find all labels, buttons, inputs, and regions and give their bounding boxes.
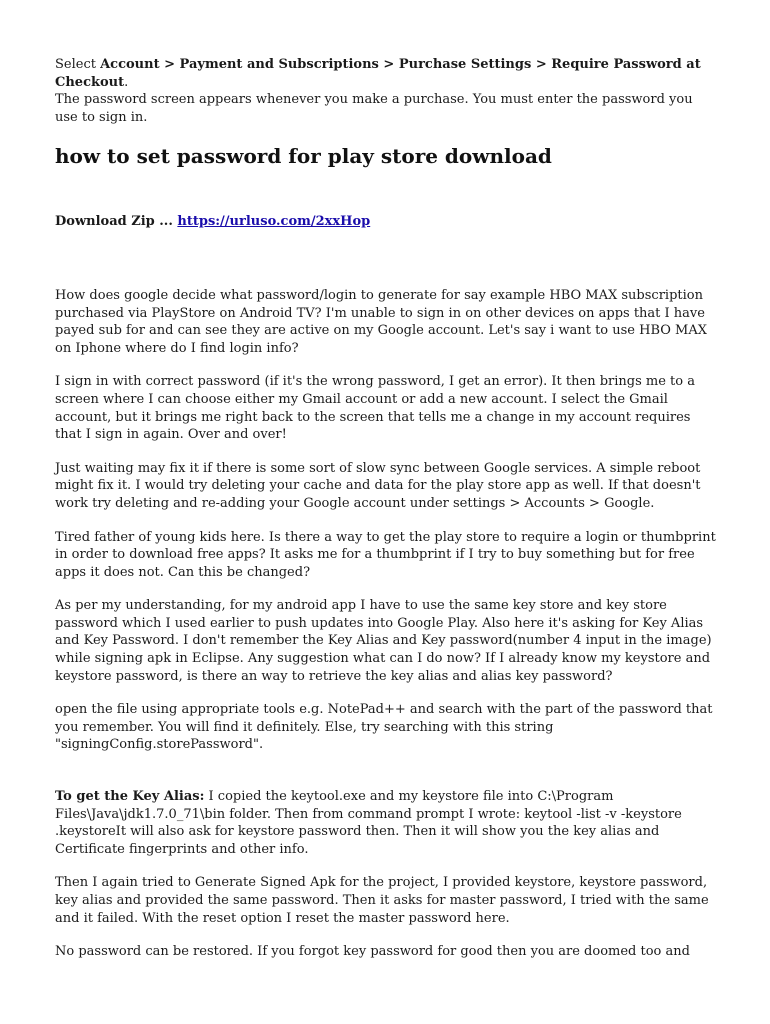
download-line [55,213,717,231]
key-alias-heading: To get the Key Alias: [55,789,205,805]
paragraph-key-store: As per my understanding, for my android app I have to use the same key store and key store password which I used earlier to push updates into Google Play. Also here it's asking for Key Alias and Key Password. I don't remember the Key Alias and Key password(number 4 input in the image) while signing apk in Eclipse. Any suggestion what can I do now? If I already know my keystore and keystore password, is there an way to retrieve the key alias and alias key password? [55,598,712,684]
path-payment: Payment and Subscriptions [179,57,379,72]
key-alias-text: I copied the keytool.exe and my keystore file into C:\Program Files\Java\jdk1.7.0_71\bin folder. Then from command prompt I wrote: keytool -list -v -keystore .keystoreIt will also ask for keystore password then. Then it will show you the key alias and Certificate fingerprints and other info. [55,789,682,857]
path-account: Account [100,57,160,72]
path-separator: > [159,57,180,72]
path-require-password: Require Password at Checkout [55,57,701,90]
paragraph-notepad-search: open the file using appropriate tools e.g. NotePad++ and search with the part of the password that you remember. You will find it definitely. Else, try searching with this string "signingConfig.storePassword". [55,702,713,753]
paragraph-sign-in-loop: I sign in with correct password (if it's the wrong password, I get an error). It then brings me to a screen where I can choose either my Gmail account or add a new account. I select the Gmail account, but it brings me right back to the screen that tells me a change in my account requires that I sign in again. Over and over! [55,374,695,443]
path-purchase: Purchase Settings [398,57,532,72]
page-title: how to set password for play store download [55,144,552,169]
download-link[interactable]: https://urluso.com/2xxHop [177,214,371,230]
paragraph-sync-fix: Just waiting may fix it if there is some sort of slow sync between Google services. A simple reboot might fix it. I would try deleting your cache and data for the play store app as well. If that doesn't work try deleting and re-adding your Google account under settings > Accounts > Google. [55,460,701,511]
path-separator: > [531,57,552,72]
spacer [55,231,717,287]
spacer [55,770,717,788]
intro-description: The password screen appears whenever you make a purchase. You must enter the password you use to sign in. [55,92,693,125]
intro-period: . [124,74,129,90]
paragraph-signed-apk: Then I again tried to Generate Signed Apk for the project, I provided keystore, keystore password, key alias and provided the same password. Then it asks for master password, I tried with the same and it failed. With the reset option I reset the master password here. [55,875,709,926]
document-page [55,56,717,977]
path-separator: > [378,57,399,72]
download-label: Download Zip ... [55,214,178,230]
paragraph-free-apps-login: Tired father of young kids here. Is there a way to get the play store to require a login or thumbprint in order to download free apps? It asks me for a thumbprint if I try to buy something but for free apps it does not. Can this be changed? [55,529,716,580]
intro-select-word: Select [55,57,101,72]
intro-instructions [55,56,717,91]
paragraph-no-restore: No password can be restored. If you forgot key password for good then you are doomed too and [55,944,690,960]
paragraph-hbo-max: How does google decide what password/login to generate for say example HBO MAX subscription purchased via PlayStore on Android TV? I'm unable to sign in on other devices on apps that I have payed sub for and can see they are active on my Google account. Let's say i want to use HBO MAX on Iphone where do I find login info? [55,287,707,356]
paragraph-key-alias [55,788,717,858]
